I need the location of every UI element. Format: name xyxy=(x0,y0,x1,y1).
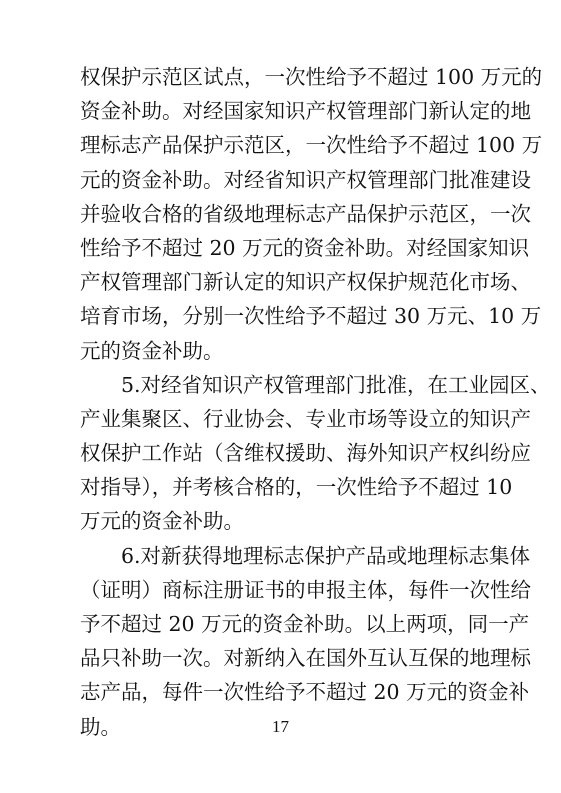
text-line: 元的资金补助。对经省知识产权管理部门批准建设 xyxy=(80,167,531,192)
text-line: 万元的资金补助。 xyxy=(80,509,244,534)
paragraph-start-line: 6.对新获得地理标志保护产品或地理标志集体 xyxy=(121,543,531,568)
paragraph-start-line: 5.对经省知识产权管理部门批准，在工业园区、 xyxy=(121,372,551,397)
text-line: 品只补助一次。对新纳入在国外互认互保的地理标 xyxy=(80,646,531,671)
text-line: 并验收合格的省级地理标志产品保护示范区，一次 xyxy=(80,201,531,226)
text-line: 权保护工作站（含维权援助、海外知识产权纠纷应 xyxy=(80,441,531,466)
body-text xyxy=(80,60,551,744)
text-line: （证明）商标注册证书的申报主体，每件一次性给 xyxy=(80,577,531,602)
page-number: 17 xyxy=(272,717,289,736)
text-line: 资金补助。对经国家知识产权管理部门新认定的地 xyxy=(80,99,531,124)
text-line: 元的资金补助。 xyxy=(80,338,224,363)
text-line: 培育市场，分别一次性给予不超过 30 万元、10 万 xyxy=(80,304,542,329)
text-line: 对指导），并考核合格的，一次性给予不超过 10 xyxy=(80,475,513,500)
text-line: 理标志产品保护示范区，一次性给予不超过 100 万 xyxy=(80,133,543,158)
text-line: 权保护示范区试点，一次性给予不超过 100 万元的 xyxy=(80,65,543,89)
text-line: 产权管理部门新认定的知识产权保护规范化市场、 xyxy=(80,270,531,295)
text-line: 产业集聚区、行业协会、专业市场等设立的知识产 xyxy=(80,406,531,431)
text-line: 性给予不超过 20 万元的资金补助。对经国家知识 xyxy=(80,235,530,260)
text-line: 助。 xyxy=(80,714,121,739)
text-line: 志产品，每件一次性给予不超过 20 万元的资金补 xyxy=(80,680,530,705)
text-line: 予不超过 20 万元的资金补助。以上两项，同一产 xyxy=(80,612,530,636)
